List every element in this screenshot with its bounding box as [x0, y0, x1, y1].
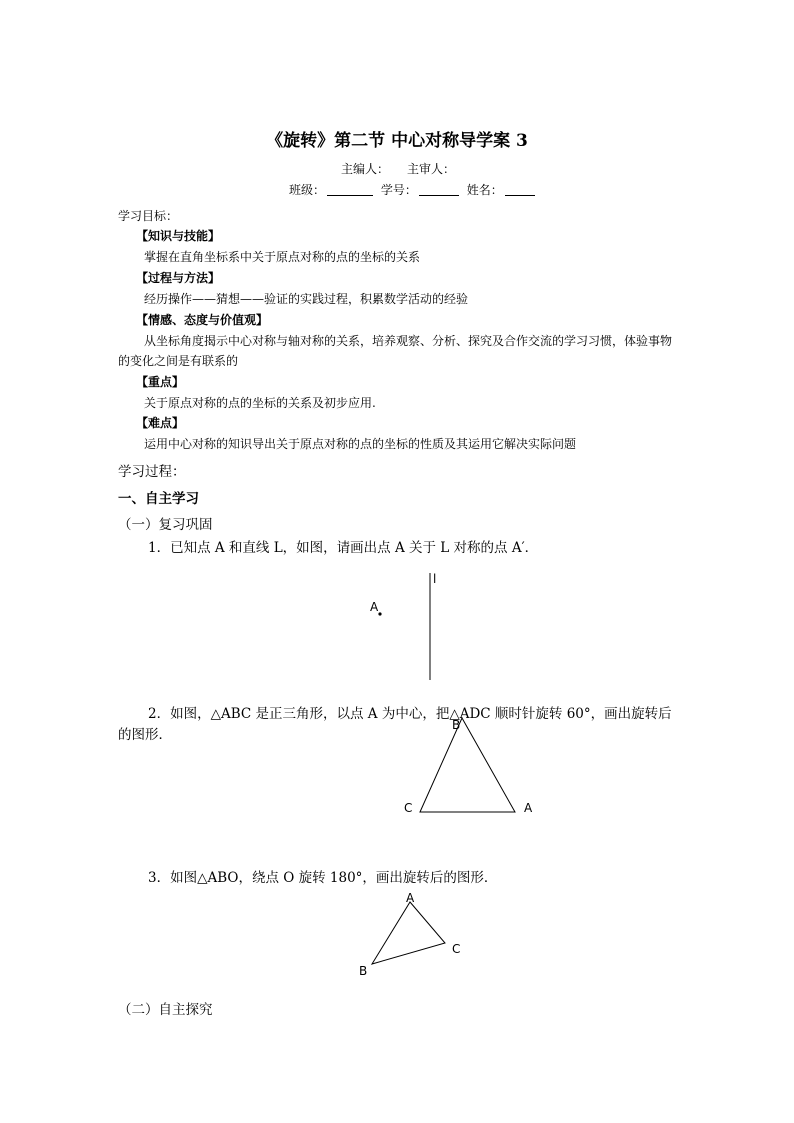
triangle-abo: [372, 902, 445, 964]
editor-label: 主编人：: [341, 162, 390, 176]
knowledge-text: 掌握在直角坐标系中关于原点对称的点的坐标的关系: [144, 250, 421, 264]
knowledge-heading: 【知识与技能】: [136, 229, 221, 243]
student-id-label: 学号：: [380, 183, 417, 197]
vertex-a-label: A: [524, 801, 533, 815]
page-title: 《旋转》第二节 中心对称导学案 3: [266, 131, 528, 151]
attitude-text-line1: 从坐标角度揭示中心对称与轴对称的关系，培养观察、分析、探究及合作交流的学习习惯，体验事物: [144, 334, 673, 348]
process-method-heading: 【过程与方法】: [136, 271, 221, 285]
name-label: 姓名：: [466, 183, 503, 197]
vertex-c-label: C: [404, 801, 413, 815]
point-a-label: A: [370, 600, 379, 614]
class-label: 班级：: [289, 183, 326, 197]
attitude-heading: 【情感、态度与价值观】: [136, 313, 269, 327]
key-point-heading: 【重点】: [136, 375, 185, 389]
vertex-c-label: C: [452, 942, 461, 956]
objectives-heading: 学习目标：: [118, 209, 179, 223]
figure-point-and-line: [360, 570, 460, 685]
difficulty-heading: 【难点】: [136, 416, 185, 430]
question-2-text-line1: 2．如图，△ABC 是正三角形，以点 A 为中心，把△ADC 顺时针旋转 60°，画出旋转后: [148, 706, 672, 722]
section-self-study-heading: 一、自主学习: [118, 491, 199, 507]
process-heading: 学习过程：: [118, 464, 186, 480]
question-3-text: 3．如图△ABO，绕点 O 旋转 180°，画出旋转后的图形．: [148, 870, 498, 886]
name-blank[interactable]: [505, 183, 535, 196]
vertex-b-label: B: [359, 964, 368, 978]
difficulty-text: 运用中心对称的知识导出关于原点对称的点的坐标的性质及其运用它解决实际问题: [144, 437, 577, 451]
class-blank[interactable]: [327, 183, 373, 196]
review-subheading: （一）复习巩固: [118, 517, 213, 533]
explore-subheading: （二）自主探究: [118, 1002, 213, 1018]
student-id-blank[interactable]: [419, 183, 459, 196]
student-info-line: [289, 181, 539, 198]
vertex-b-label: B: [452, 718, 461, 732]
process-method-text: 经历操作——猜想——验证的实践过程，积累数学活动的经验: [144, 292, 469, 306]
question-1-text: 1．已知点 A 和直线 L，如图，请画出点 A 关于 L 对称的点 A′．: [148, 540, 539, 556]
editor-line: [341, 160, 455, 177]
figure-equilateral-triangle: [398, 714, 543, 820]
vertex-a-label: A: [406, 891, 415, 905]
figure-triangle-abo: [352, 888, 467, 980]
attitude-text-line2: 的变化之间是有联系的: [118, 354, 239, 368]
line-l-label: l: [433, 572, 437, 586]
triangle-abc: [420, 718, 515, 812]
reviewer-label: 主审人：: [407, 162, 456, 176]
key-point-text: 关于原点对称的点的坐标的关系及初步应用.: [144, 396, 376, 410]
point-a: [378, 612, 381, 615]
question-2-text-line2: 的图形．: [118, 727, 172, 743]
